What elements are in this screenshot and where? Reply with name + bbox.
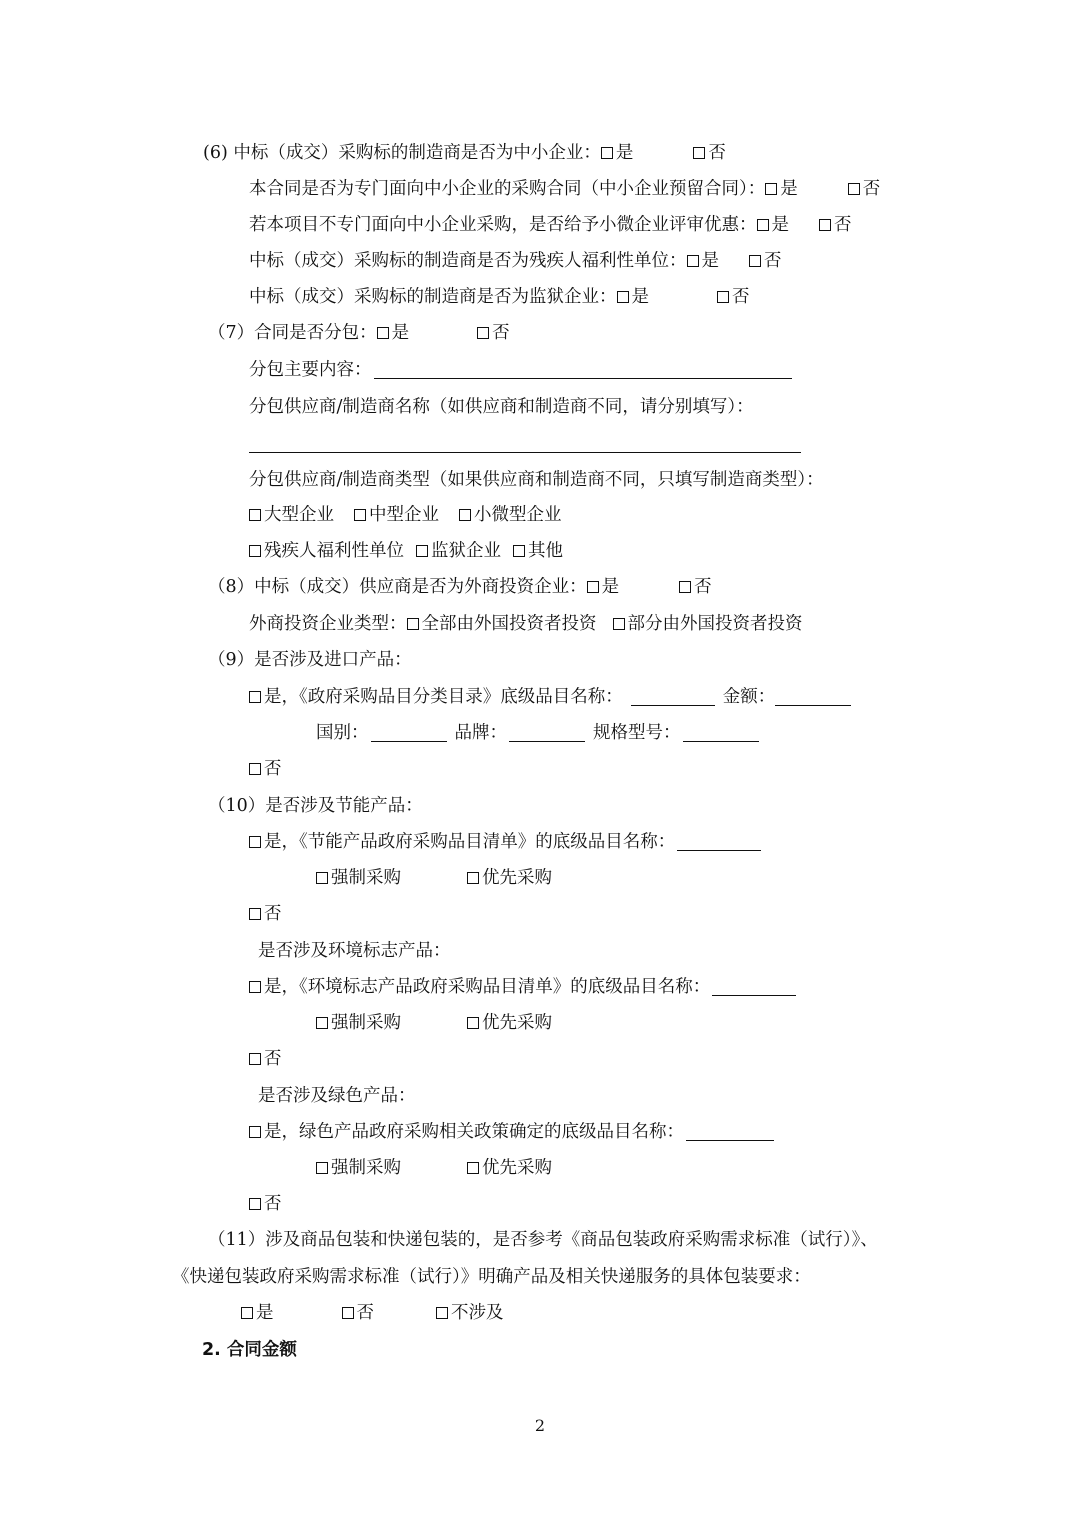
item10-label: （10）是否涉及节能产品： bbox=[208, 796, 423, 816]
energy-item-field[interactable] bbox=[677, 828, 761, 851]
amount-label: 金额： bbox=[722, 687, 776, 707]
option-no: 否 bbox=[834, 215, 852, 235]
question-text: 本合同是否为专门面向中小企业的采购合同（中小企业预留合同）： bbox=[249, 179, 766, 199]
question-text: 中标（成交）采购标的制造商是否为残疾人福利性单位： bbox=[249, 251, 687, 271]
option-label: 优先采购 bbox=[482, 868, 552, 888]
checkbox[interactable] bbox=[848, 183, 860, 195]
item9-line bbox=[208, 642, 412, 678]
option-no: 否 bbox=[862, 179, 881, 199]
import-item-label: 是，《政府采购品目分类目录》底级品目名称： bbox=[264, 687, 623, 707]
option-label: 其他 bbox=[528, 541, 563, 561]
question-text: 若本项目不专门面向中小企业采购，是否给予小微企业评审优惠： bbox=[249, 215, 757, 235]
env-item-label: 是，《环境标志产品政府采购品目清单》的底级品目名称： bbox=[264, 977, 711, 997]
checkbox[interactable] bbox=[765, 183, 777, 195]
checkbox[interactable] bbox=[316, 1017, 328, 1029]
env-no bbox=[249, 1041, 282, 1077]
option-label: 监狱企业 bbox=[431, 541, 501, 561]
checkbox[interactable] bbox=[354, 509, 366, 521]
env-label-line bbox=[258, 933, 451, 969]
brand-label: 品牌： bbox=[454, 723, 507, 743]
env-yes bbox=[249, 969, 804, 1005]
item8-label: （8）中标（成交）供应商是否为外商投资企业： bbox=[208, 577, 587, 597]
green-yes bbox=[249, 1114, 782, 1150]
checkbox[interactable] bbox=[416, 545, 428, 557]
env-label: 是否涉及环境标志产品： bbox=[258, 941, 451, 961]
option-yes: 是 bbox=[771, 215, 789, 235]
green-no bbox=[249, 1186, 282, 1222]
option-label: 全部由外国投资者投资 bbox=[421, 614, 597, 634]
checkbox[interactable] bbox=[241, 1307, 253, 1319]
option-no: 否 bbox=[264, 1049, 282, 1069]
checkbox[interactable] bbox=[601, 147, 613, 159]
checkbox[interactable] bbox=[459, 509, 471, 521]
checkbox[interactable] bbox=[717, 291, 729, 303]
checkbox[interactable] bbox=[316, 1162, 328, 1174]
checkbox[interactable] bbox=[687, 255, 699, 267]
item8-line bbox=[208, 569, 712, 605]
option-yes: 是 bbox=[615, 143, 634, 163]
env-item-field[interactable] bbox=[712, 973, 796, 996]
model-label: 规格型号： bbox=[593, 723, 681, 743]
question-text: 中标（成交）采购标的制造商是否为监狱企业： bbox=[249, 287, 617, 307]
item7-types-row2 bbox=[249, 533, 563, 569]
checkbox[interactable] bbox=[249, 1198, 261, 1210]
option-no: 否 bbox=[492, 323, 510, 343]
option-label: 中型企业 bbox=[369, 505, 439, 525]
item7-name bbox=[249, 389, 754, 425]
checkbox[interactable] bbox=[407, 618, 419, 630]
checkbox[interactable] bbox=[377, 327, 389, 339]
option-label: 部分由外国投资者投资 bbox=[627, 614, 803, 634]
checkbox[interactable] bbox=[342, 1307, 354, 1319]
option-no: 否 bbox=[264, 1194, 282, 1214]
checkbox[interactable] bbox=[679, 581, 691, 593]
brand-field[interactable] bbox=[509, 719, 585, 742]
country-label: 国别： bbox=[316, 723, 369, 743]
item6-q4 bbox=[249, 243, 782, 279]
checkbox[interactable] bbox=[467, 1162, 479, 1174]
item7-content bbox=[249, 352, 800, 388]
checkbox[interactable] bbox=[249, 1053, 261, 1065]
energy-yes bbox=[249, 824, 769, 860]
item7-label: （7）合同是否分包： bbox=[208, 323, 377, 343]
checkbox[interactable] bbox=[467, 1017, 479, 1029]
item7-types-row1 bbox=[249, 497, 562, 533]
checkbox[interactable] bbox=[249, 545, 261, 557]
item7-type bbox=[249, 462, 824, 498]
option-label: 强制采购 bbox=[331, 1013, 401, 1033]
option-no: 否 bbox=[694, 577, 712, 597]
country-field[interactable] bbox=[371, 719, 447, 742]
checkbox[interactable] bbox=[749, 255, 761, 267]
checkbox[interactable] bbox=[757, 219, 769, 231]
green-item-label: 是，绿色产品政府采购相关政策确定的底级品目名称： bbox=[264, 1122, 684, 1142]
green-item-field[interactable] bbox=[686, 1118, 774, 1141]
import-item-field[interactable] bbox=[631, 683, 715, 706]
option-yes: 是 bbox=[391, 323, 410, 343]
item6-line bbox=[203, 135, 726, 171]
option-label: 强制采购 bbox=[331, 868, 401, 888]
item9-yes bbox=[249, 679, 859, 715]
option-yes: 是 bbox=[601, 577, 620, 597]
item6-q5 bbox=[249, 279, 750, 315]
energy-mode bbox=[316, 860, 552, 896]
checkbox[interactable] bbox=[249, 908, 261, 920]
checkbox[interactable] bbox=[513, 545, 525, 557]
option-yes: 是 bbox=[256, 1303, 274, 1323]
subcontractor-name-field[interactable] bbox=[249, 452, 801, 453]
checkbox[interactable] bbox=[613, 618, 625, 630]
model-field[interactable] bbox=[683, 719, 759, 742]
item11-line2: 《快递包装政府采购需求标准（试行）》明确产品及相关快递服务的具体包装要求： bbox=[172, 1267, 811, 1287]
option-no: 否 bbox=[264, 904, 282, 924]
subcontractor-type-label: 分包供应商/制造商类型（如果供应商和制造商不同，只填写制造商类型）： bbox=[249, 470, 824, 490]
option-no: 否 bbox=[708, 143, 726, 163]
option-no: 否 bbox=[732, 287, 750, 307]
item7-line bbox=[208, 315, 510, 351]
option-no: 否 bbox=[264, 759, 282, 779]
option-label: 小微型企业 bbox=[474, 505, 562, 525]
option-no: 否 bbox=[764, 251, 782, 271]
subcontractor-name-label: 分包供应商/制造商名称（如供应商和制造商不同，请分别填写）： bbox=[249, 397, 754, 417]
option-no: 否 bbox=[356, 1303, 374, 1323]
subcontract-content-label: 分包主要内容： bbox=[249, 360, 372, 380]
item10-line bbox=[208, 788, 423, 824]
checkbox[interactable] bbox=[436, 1307, 448, 1319]
item8-type bbox=[249, 606, 803, 642]
option-yes: 是 bbox=[780, 179, 798, 199]
checkbox[interactable] bbox=[617, 291, 629, 303]
page-number: 2 bbox=[534, 1416, 546, 1435]
checkbox[interactable] bbox=[819, 219, 831, 231]
energy-item-label: 是，《节能产品政府采购品目清单》的底级品目名称： bbox=[264, 832, 676, 852]
item6-label: (6) 中标（成交）采购标的制造商是否为中小企业： bbox=[203, 143, 601, 163]
option-label: 残疾人福利性单位 bbox=[264, 541, 404, 561]
checkbox[interactable] bbox=[467, 872, 479, 884]
option-label: 优先采购 bbox=[482, 1013, 552, 1033]
checkbox[interactable] bbox=[477, 327, 489, 339]
energy-no bbox=[249, 896, 282, 932]
green-mode bbox=[316, 1150, 552, 1186]
green-label-line bbox=[258, 1078, 416, 1114]
option-label: 大型企业 bbox=[264, 505, 334, 525]
foreign-type-label: 外商投资企业类型： bbox=[249, 614, 407, 634]
checkbox[interactable] bbox=[249, 1126, 261, 1138]
checkbox[interactable] bbox=[316, 872, 328, 884]
option-label: 强制采购 bbox=[331, 1158, 401, 1178]
checkbox[interactable] bbox=[693, 147, 705, 159]
item9-no bbox=[249, 751, 282, 787]
option-yes: 是 bbox=[631, 287, 649, 307]
item9-label: （9）是否涉及进口产品： bbox=[208, 650, 412, 670]
green-label: 是否涉及绿色产品： bbox=[258, 1086, 416, 1106]
item9-details bbox=[316, 715, 767, 751]
amount-field[interactable] bbox=[775, 683, 851, 706]
item11-line1: （11）涉及商品包装和快递包装的，是否参考《商品包装政府采购需求标准（试行）》、 bbox=[208, 1230, 878, 1250]
section-heading: 2. 合同金额 bbox=[202, 1340, 297, 1360]
subcontract-content-field[interactable] bbox=[374, 356, 792, 379]
item6-q2 bbox=[249, 171, 880, 207]
option-label: 优先采购 bbox=[482, 1158, 552, 1178]
checkbox[interactable] bbox=[249, 981, 261, 993]
option-yes: 是 bbox=[701, 251, 719, 271]
checkbox[interactable] bbox=[249, 691, 261, 703]
checkbox[interactable] bbox=[249, 509, 261, 521]
item11-options bbox=[241, 1295, 504, 1331]
checkbox[interactable] bbox=[249, 763, 261, 775]
option-not-applicable: 不涉及 bbox=[451, 1303, 504, 1323]
checkbox[interactable] bbox=[249, 836, 261, 848]
item6-q3 bbox=[249, 207, 852, 243]
env-mode bbox=[316, 1005, 552, 1041]
checkbox[interactable] bbox=[587, 581, 599, 593]
